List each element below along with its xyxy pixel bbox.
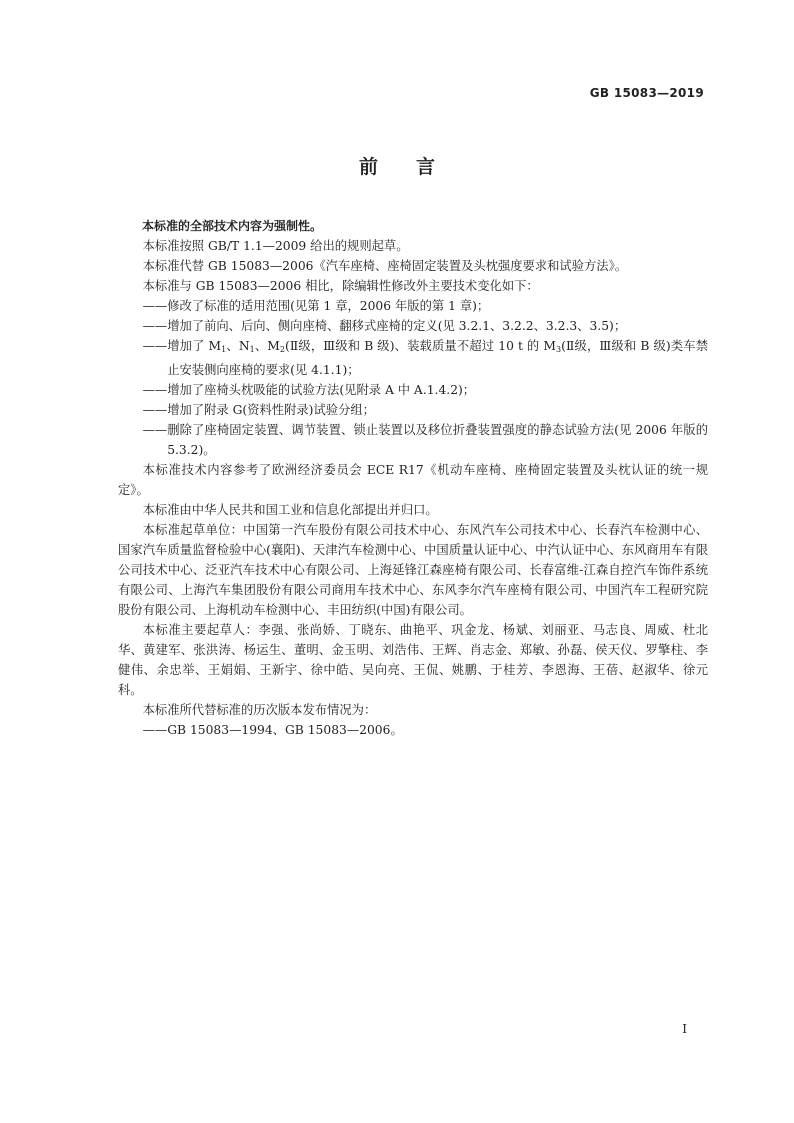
subscript: 1 bbox=[249, 345, 255, 354]
dash-mark: —— bbox=[142, 319, 168, 333]
paragraph-drafting-units: 本标准起草单位：中国第一汽车股份有限公司技术中心、东风汽车公司技术中心、长春汽车检测中心、国家汽车质量监督检验中心(襄阳)、天津汽车检测中心、中国质量认证中心、中汽认证中心、东风商用车有限公司技术中心、泛亚汽车技术中心有限公司、上海延锋江森座椅有限公司、长春富维-江森自控汽车饰件系统有限公司、上海汽车集团股份有限公司商用车技术中心、东风李尔汽车座椅有限公司、中国汽车工程研究院股份有限公司、上海机动车检测中心、丰田纺织(中国)有限公司。 bbox=[118, 523, 708, 617]
change-item bbox=[118, 380, 708, 400]
change-item bbox=[118, 400, 708, 420]
paragraph-reference: 本标准技术内容参考了欧洲经济委员会 ECE R17《机动车座椅、座椅固定装置及头枕认证的统一规定》。 bbox=[118, 463, 708, 497]
paragraph-drafting-rules: 本标准按照 GB/T 1.1—2009 给出的规则起草。 bbox=[142, 239, 409, 253]
history-text: GB 15083—1994、GB 15083—2006。 bbox=[167, 723, 403, 737]
foreword-content bbox=[118, 216, 708, 740]
change-text-part: 增加了 M bbox=[167, 339, 222, 353]
change-text-part: 、N bbox=[226, 339, 250, 353]
change-text-part: (Ⅱ级，Ⅲ级和 B 级)、装载质量不超过 10 t 的 M bbox=[284, 339, 557, 353]
history-item bbox=[118, 720, 708, 740]
dash-mark: —— bbox=[142, 723, 168, 737]
change-text-part: (Ⅱ级，Ⅲ级和 B 级)类车禁止安装侧向座椅的要求(见 4.1.1)； bbox=[167, 339, 708, 377]
page-number: I bbox=[682, 1022, 687, 1036]
change-text bbox=[167, 336, 708, 380]
paragraph-mandatory: 本标准的全部技术内容为强制性。 bbox=[142, 219, 323, 233]
dash-mark: —— bbox=[142, 423, 168, 437]
change-item bbox=[118, 316, 708, 336]
dash-mark: —— bbox=[142, 299, 168, 313]
paragraph-replaces: 本标准代替 GB 15083—2006《汽车座椅、座椅固定装置及头枕强度要求和试验方法》。 bbox=[142, 259, 628, 273]
change-text: 增加了前向、后向、侧向座椅、翻移式座椅的定义(见 3.2.1、3.2.2、3.2.3、3.5)； bbox=[167, 319, 627, 333]
paragraph-history-intro: 本标准所代替标准的历次版本发布情况为： bbox=[142, 703, 377, 717]
change-item bbox=[118, 420, 708, 460]
dash-mark: —— bbox=[142, 383, 168, 397]
change-text: 修改了标准的适用范围(见第 1 章，2006 年版的第 1 章)； bbox=[167, 299, 490, 313]
subscript: 2 bbox=[279, 345, 285, 354]
subscript: 3 bbox=[556, 345, 562, 354]
paragraph-drafters: 本标准主要起草人：李强、张尚娇、丁晓东、曲艳平、巩金龙、杨斌、刘丽亚、马志良、周威、杜北华、黄建军、张洪涛、杨运生、董明、金玉明、刘浩伟、王辉、肖志金、郑敏、孙磊、侯天仪、罗擎柱、李健伟、余忠举、王娟娟、王新宇、徐中皓、吴向亮、王侃、姚鹏、于桂芳、李恩海、王蓓、赵淑华、徐元科。 bbox=[118, 623, 708, 697]
subscript: 1 bbox=[221, 345, 227, 354]
dash-mark: —— bbox=[142, 339, 168, 353]
change-item bbox=[118, 336, 708, 380]
change-item bbox=[118, 296, 708, 316]
change-text: 增加了附录 G(资料性附录)试验分组； bbox=[167, 403, 375, 417]
page-title: 前言 bbox=[358, 156, 473, 178]
dash-mark: —— bbox=[142, 403, 168, 417]
standard-code-header: GB 15083—2019 bbox=[589, 86, 704, 100]
change-text: 删除了座椅固定装置、调节装置、锁止装置以及移位折叠装置强度的静态试验方法(见 2006 年版的 5.3.2)。 bbox=[167, 423, 708, 457]
paragraph-proposer: 本标准由中华人民共和国工业和信息化部提出并归口。 bbox=[142, 503, 438, 517]
change-text-part: 、M bbox=[254, 339, 280, 353]
change-text: 增加了座椅头枕吸能的试验方法(见附录 A 中 A.1.4.2)； bbox=[167, 383, 476, 397]
paragraph-changes-intro: 本标准与 GB 15083—2006 相比，除编辑性修改外主要技术变化如下： bbox=[142, 279, 539, 293]
